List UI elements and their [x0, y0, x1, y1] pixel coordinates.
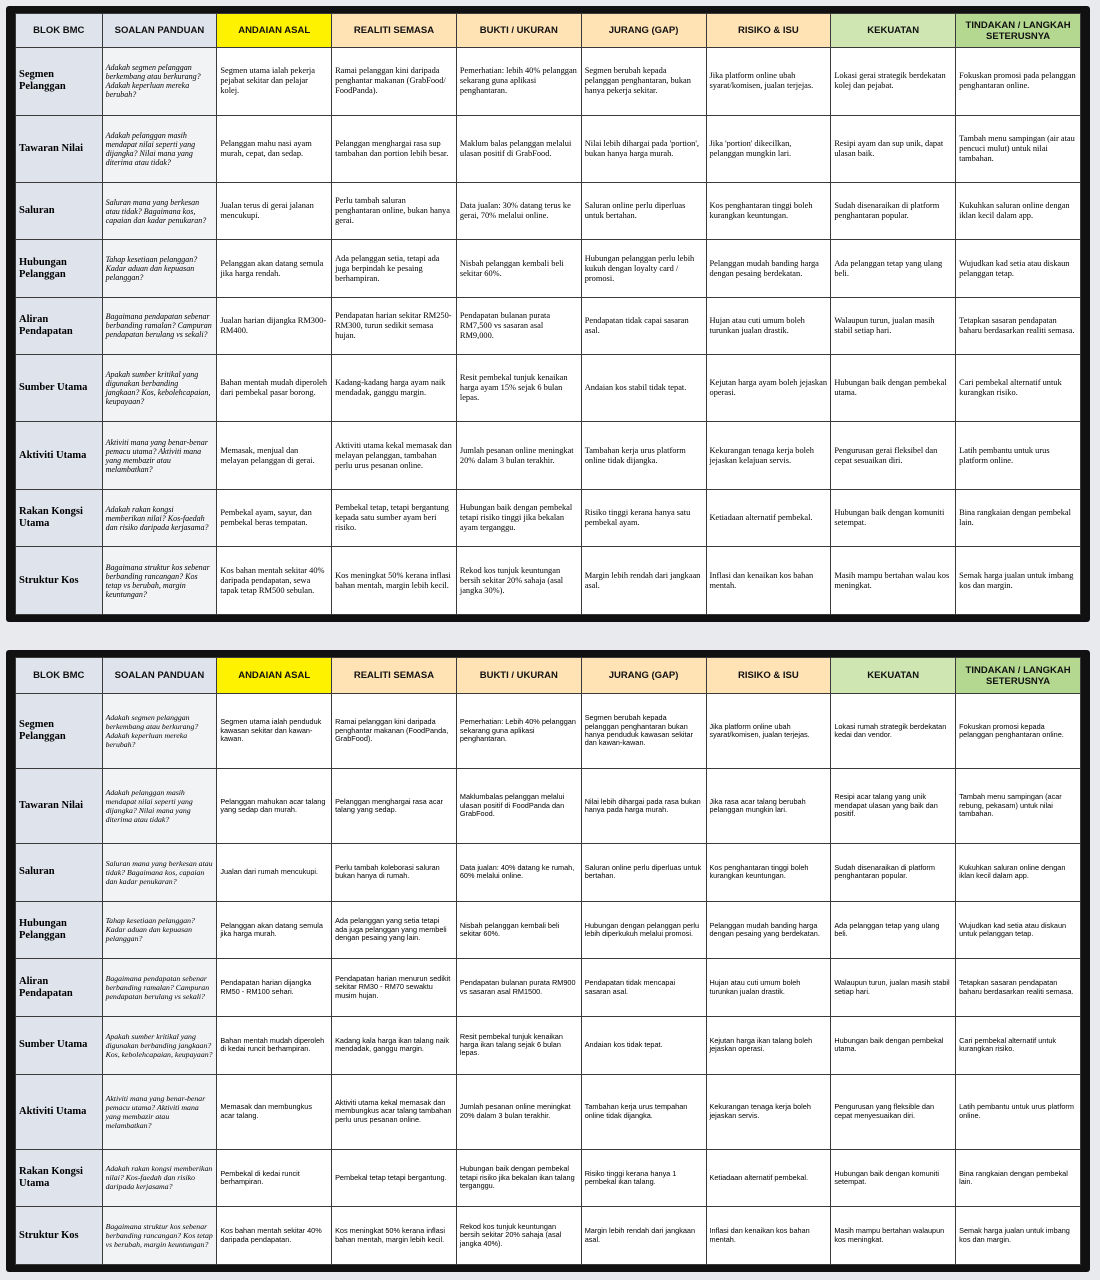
realiti-semasa-cell: Ada pelanggan setia, tetapi ada juga berpindah ke pesaing berhampiran.	[332, 240, 457, 297]
risiko-isu-cell: Inflasi dan kenaikan kos bahan mentah.	[706, 547, 831, 615]
kekuatan-cell: Sudah disenaraikan di platform penghantaran popular.	[831, 843, 956, 901]
header-soalan-panduan: SOALAN PANDUAN	[102, 658, 217, 694]
bukti-ukuran-cell: Maklumbalas pelanggan melalui ulasan positif di FoodPanda dan GrabFood.	[456, 768, 581, 843]
table-row	[16, 48, 1081, 116]
bukti-ukuran-cell: Pemerhatian: Lebih 40% pelanggan sekarang guna aplikasi penghantaran.	[456, 694, 581, 769]
guide-question-cell: Aktiviti mana yang benar-benar pemacu utama? Aktiviti mana yang membazir atau melambatkan?	[102, 1074, 217, 1149]
andaian-asal-cell: Pelanggan akan datang semula jika harga rendah.	[217, 240, 332, 297]
andaian-asal-cell: Pembekal ayam, sayur, dan pembekal beras tempatan.	[217, 490, 332, 547]
table-row	[16, 768, 1081, 843]
table-header-row	[16, 14, 1081, 48]
header-tindakan: TINDAKAN / LANGKAH SETERUSNYA	[956, 14, 1081, 48]
realiti-semasa-cell: Perlu tambah koleborasi saluran bukan hanya di rumah.	[332, 843, 457, 901]
realiti-semasa-cell: Ada pelanggan yang setia tetapi ada juga pelanggan yang membeli dengan pesaing yang lain.	[332, 901, 457, 959]
andaian-asal-cell: Kos bahan mentah sekitar 40% daripada pendapatan, sewa tapak tetap RM500 sebulan.	[217, 547, 332, 615]
tindakan-cell: Bina rangkaian dengan pembekal lain.	[956, 1149, 1081, 1207]
guide-question-cell: Apakah sumber kritikal yang digunakan berbanding jangkaan? Kos, kebolehcapaian, keupayaan?	[102, 354, 217, 422]
header-risiko-isu: RISIKO & ISU	[706, 14, 831, 48]
bmc-block-cell: Aktiviti Utama	[16, 422, 103, 490]
tindakan-cell: Fokuskan promosi kepada pelanggan penghantaran online.	[956, 694, 1081, 769]
bukti-ukuran-cell: Data jualan: 40% datang ke rumah, 60% melalui online.	[456, 843, 581, 901]
risiko-isu-cell: Kekurangan tenaga kerja boleh jejaskan servis.	[706, 1074, 831, 1149]
guide-question-cell: Bagaimana pendapatan sebenar berbanding ramalan? Campuran pendapatan berulang vs sekali?	[102, 297, 217, 354]
andaian-asal-cell: Memasak, menjual dan melayan pelanggan di gerai.	[217, 422, 332, 490]
realiti-semasa-cell: Pelanggan menghargai rasa sup tambahan dan portion lebih besar.	[332, 115, 457, 183]
risiko-isu-cell: Hujan atau cuti umum boleh turunkan jualan drastik.	[706, 297, 831, 354]
realiti-semasa-cell: Pembekal tetap, tetapi bergantung kepada satu sumber ayam beri risiko.	[332, 490, 457, 547]
risiko-isu-cell: Inflasi dan kenaikan kos bahan mentah.	[706, 1207, 831, 1265]
bmc-block-cell: Hubungan Pelanggan	[16, 901, 103, 959]
table-row	[16, 354, 1081, 422]
realiti-semasa-cell: Ramai pelanggan kini daripada penghantar makanan (GrabFood/ FoodPanda).	[332, 48, 457, 116]
header-kekuatan: KEKUATAN	[831, 14, 956, 48]
bukti-ukuran-cell: Rekod kos tunjuk keuntungan bersih sekitar 20% sahaja (asal jangka 40%).	[456, 1207, 581, 1265]
jurang-gap-cell: Nilai lebih dihargai pada 'portion', bukan hanya harga murah.	[581, 115, 706, 183]
bmc-block-cell: Saluran	[16, 843, 103, 901]
bmc-block-cell: Struktur Kos	[16, 1207, 103, 1265]
kekuatan-cell: Resipi acar talang yang unik mendapat ulasan yang baik dan positif.	[831, 768, 956, 843]
risiko-isu-cell: Jika 'portion' dikecilkan, pelanggan mungkin lari.	[706, 115, 831, 183]
risiko-isu-cell: Kejutan harga ikan talang boleh jejaskan operasi.	[706, 1016, 831, 1074]
header-andaian-asal: ANDAIAN ASAL	[217, 14, 332, 48]
bukti-ukuran-cell: Resit pembekal tunjuk kenaikan harga ikan talang sejak 6 bulan lepas.	[456, 1016, 581, 1074]
andaian-asal-cell: Memasak dan membungkus acar talang.	[217, 1074, 332, 1149]
table-header-row	[16, 658, 1081, 694]
andaian-asal-cell: Jualan terus di gerai jalanan mencukupi.	[217, 183, 332, 240]
bmc-block-cell: Segmen Pelanggan	[16, 48, 103, 116]
guide-question-cell: Apakah sumber kritikal yang digunakan berbanding jangkaan? Kos, kebolehcapaian, keupayaan?	[102, 1016, 217, 1074]
jurang-gap-cell: Saluran online perlu diperluas untuk bertahan.	[581, 183, 706, 240]
jurang-gap-cell: Pendapatan tidak capai sasaran asal.	[581, 297, 706, 354]
bukti-ukuran-cell: Data jualan: 30% datang terus ke gerai, 70% melalui online.	[456, 183, 581, 240]
andaian-asal-cell: Bahan mentah mudah diperoleh di kedai runcit berhampiran.	[217, 1016, 332, 1074]
risiko-isu-cell: Ketiadaan alternatif pembekal.	[706, 1149, 831, 1207]
bukti-ukuran-cell: Resit pembekal tunjuk kenaikan harga ayam 15% sejak 6 bulan lepas.	[456, 354, 581, 422]
table-row	[16, 240, 1081, 297]
kekuatan-cell: Pengurusan gerai fleksibel dan cepat sesuaikan diri.	[831, 422, 956, 490]
kekuatan-cell: Pengurusan yang fleksible dan cepat menyesuaikan diri.	[831, 1074, 956, 1149]
kekuatan-cell: Walaupun turun, jualan masih stabil setiap hari.	[831, 959, 956, 1017]
jurang-gap-cell: Andaian kos stabil tidak tepat.	[581, 354, 706, 422]
header-realiti-semasa: REALITI SEMASA	[332, 658, 457, 694]
header-jurang-gap: JURANG (GAP)	[581, 14, 706, 48]
header-bukti-ukuran: BUKTI / UKURAN	[456, 658, 581, 694]
risiko-isu-cell: Pelanggan mudah banding harga dengan pesaing yang berdekatan.	[706, 901, 831, 959]
risiko-isu-cell: Jika platform online ubah syarat/komisen, jualan terjejas.	[706, 694, 831, 769]
table-row	[16, 959, 1081, 1017]
table-row	[16, 1074, 1081, 1149]
bmc-block-cell: Tawaran Nilai	[16, 115, 103, 183]
bukti-ukuran-cell: Pemerhatian: lebih 40% pelanggan sekarang guna aplikasi penghantaran.	[456, 48, 581, 116]
jurang-gap-cell: Nilai lebih dihargai pada rasa bukan hanya pada harga murah.	[581, 768, 706, 843]
table-row	[16, 1149, 1081, 1207]
jurang-gap-cell: Risiko tinggi kerana hanya satu pembekal ayam.	[581, 490, 706, 547]
table-row	[16, 1016, 1081, 1074]
kekuatan-cell: Hubungan baik dengan pembekal utama.	[831, 1016, 956, 1074]
tindakan-cell: Bina rangkaian dengan pembekal lain.	[956, 490, 1081, 547]
bmc-table-panel-2	[6, 650, 1090, 1272]
andaian-asal-cell: Segmen utama ialah pekerja pejabat sekitar dan pelajar kolej.	[217, 48, 332, 116]
guide-question-cell: Adakah rakan kongsi memberikan nilai? Kos-faedah dan risiko daripada kerjasama?	[102, 490, 217, 547]
kekuatan-cell: Ada pelanggan tetap yang ulang beli.	[831, 901, 956, 959]
bmc-block-cell: Tawaran Nilai	[16, 768, 103, 843]
jurang-gap-cell: Hubungan pelanggan perlu lebih kukuh dengan loyalty card / promosi.	[581, 240, 706, 297]
guide-question-cell: Adakah pelanggan masih mendapat nilai seperti yang dijangka? Nilai mana yang diterima atau tidak?	[102, 115, 217, 183]
realiti-semasa-cell: Pembekal tetap tetapi bergantung.	[332, 1149, 457, 1207]
risiko-isu-cell: Kejutan harga ayam boleh jejaskan operasi.	[706, 354, 831, 422]
jurang-gap-cell: Margin lebih rendah dari jangkaan asal.	[581, 1207, 706, 1265]
bmc-block-cell: Aliran Pendapatan	[16, 297, 103, 354]
header-soalan-panduan: SOALAN PANDUAN	[102, 14, 217, 48]
kekuatan-cell: Sudah disenaraikan di platform penghantaran popular.	[831, 183, 956, 240]
guide-question-cell: Saluran mana yang berkesan atau tidak? Bagaimana kos, capaian dan kadar penukaran?	[102, 843, 217, 901]
tindakan-cell: Semak harga jualan untuk imbang kos dan margin.	[956, 547, 1081, 615]
andaian-asal-cell: Pembekal di kedai runcit berhampiran.	[217, 1149, 332, 1207]
bmc-block-cell: Segmen Pelanggan	[16, 694, 103, 769]
andaian-asal-cell: Bahan mentah mudah diperoleh dari pembekal pasar borong.	[217, 354, 332, 422]
header-bukti-ukuran: BUKTI / UKURAN	[456, 14, 581, 48]
bukti-ukuran-cell: Jumlah pesanan online meningkat 20% dalam 3 bulan terakhir.	[456, 1074, 581, 1149]
tindakan-cell: Tetapkan sasaran pendapatan baharu berdasarkan realiti semasa.	[956, 959, 1081, 1017]
jurang-gap-cell: Hubungan dengan pelanggan perlu lebih diperkukuh melalui promosi.	[581, 901, 706, 959]
kekuatan-cell: Masih mampu bertahan walau kos meningkat.	[831, 547, 956, 615]
andaian-asal-cell: Jualan dari rumah mencukupi.	[217, 843, 332, 901]
bmc-sheet-2	[15, 657, 1081, 1265]
tindakan-cell: Cari pembekal alternatif untuk kurangkan risiko.	[956, 354, 1081, 422]
jurang-gap-cell: Tambahan kerja urus platform online tidak dijangka.	[581, 422, 706, 490]
bmc-block-cell: Saluran	[16, 183, 103, 240]
table-row	[16, 183, 1081, 240]
bukti-ukuran-cell: Jumlah pesanan online meningkat 20% dalam 3 bulan terakhir.	[456, 422, 581, 490]
realiti-semasa-cell: Pendapatan harian menurun sedikit sekitar RM30 - RM70 sewaktu musim hujan.	[332, 959, 457, 1017]
bukti-ukuran-cell: Hubungan baik dengan pembekal tetapi risiko jika bekalan ikan talang terganggu.	[456, 1149, 581, 1207]
risiko-isu-cell: Ketiadaan alternatif pembekal.	[706, 490, 831, 547]
risiko-isu-cell: Hujan atau cuti umum boleh turunkan jualan drastik.	[706, 959, 831, 1017]
kekuatan-cell: Hubungan baik dengan komuniti setempat.	[831, 490, 956, 547]
bukti-ukuran-cell: Pendapatan bulanan purata RM900 vs sasaran asal RM1500.	[456, 959, 581, 1017]
tindakan-cell: Latih pembantu untuk urus platform online.	[956, 422, 1081, 490]
kekuatan-cell: Lokasi gerai strategik berdekatan kolej dan pejabat.	[831, 48, 956, 116]
guide-question-cell: Aktiviti mana yang benar-benar pemacu utama? Aktiviti mana yang membazir atau melambatkan?	[102, 422, 217, 490]
header-realiti-semasa: REALITI SEMASA	[332, 14, 457, 48]
realiti-semasa-cell: Kos meningkat 50% kerana inflasi bahan mentah, margin lebih kecil.	[332, 547, 457, 615]
guide-question-cell: Adakah pelanggan masih mendapat nilai seperti yang dijangka? Nilai mana yang diterima atau tidak?	[102, 768, 217, 843]
realiti-semasa-cell: Perlu tambah saluran penghantaran online, bukan hanya gerai.	[332, 183, 457, 240]
bmc-block-cell: Struktur Kos	[16, 547, 103, 615]
bukti-ukuran-cell: Nisbah pelanggan kembali beli sekitar 60%.	[456, 901, 581, 959]
risiko-isu-cell: Kekurangan tenaga kerja boleh jejaskan kelajuan servis.	[706, 422, 831, 490]
jurang-gap-cell: Tambahan kerja urus tempahan online tidak dijangka.	[581, 1074, 706, 1149]
bmc-block-cell: Sumber Utama	[16, 354, 103, 422]
risiko-isu-cell: Pelanggan mudah banding harga dengan pesaing berdekatan.	[706, 240, 831, 297]
realiti-semasa-cell: Pendapatan harian sekitar RM250-RM300, turun sedikit semasa hujan.	[332, 297, 457, 354]
jurang-gap-cell: Andaian kos tidak tepat.	[581, 1016, 706, 1074]
header-kekuatan: KEKUATAN	[831, 658, 956, 694]
bmc-table-panel-1	[6, 6, 1090, 622]
risiko-isu-cell: Kos penghantaran tinggi boleh kurangkan keuntungan.	[706, 183, 831, 240]
guide-question-cell: Tahap kesetiaan pelanggan? Kadar aduan dan kepuasan pelanggan?	[102, 240, 217, 297]
kekuatan-cell: Lokasi rumah strategik berdekatan kedai dan vendor.	[831, 694, 956, 769]
table-row	[16, 490, 1081, 547]
header-andaian-asal: ANDAIAN ASAL	[217, 658, 332, 694]
andaian-asal-cell: Pendapatan harian dijangka RM50 - RM100 sehari.	[217, 959, 332, 1017]
bmc-analysis-table-1	[15, 13, 1081, 615]
bmc-block-cell: Rakan Kongsi Utama	[16, 1149, 103, 1207]
table-row	[16, 843, 1081, 901]
guide-question-cell: Bagaimana struktur kos sebenar berbanding rancangan? Kos tetap vs berubah, margin keuntungan?	[102, 1207, 217, 1265]
tindakan-cell: Kukuhkan saluran online dengan iklan kecil dalam app.	[956, 183, 1081, 240]
tindakan-cell: Tambah menu sampingan (air atau pencuci mulut) untuk nilai tambahan.	[956, 115, 1081, 183]
jurang-gap-cell: Risiko tinggi kerana hanya 1 pembekal ikan talang.	[581, 1149, 706, 1207]
tindakan-cell: Latih pembantu untuk urus platform online.	[956, 1074, 1081, 1149]
bmc-block-cell: Hubungan Pelanggan	[16, 240, 103, 297]
andaian-asal-cell: Kos bahan mentah sekitar 40% daripada pendapatan.	[217, 1207, 332, 1265]
table-row	[16, 422, 1081, 490]
guide-question-cell: Adakah segmen pelanggan berkembang atau berkurang? Adakah keperluan mereka berubah?	[102, 694, 217, 769]
guide-question-cell: Adakah segmen pelanggan berkembang atau berkurang? Adakah keperluan mereka berubah?	[102, 48, 217, 116]
risiko-isu-cell: Jika rasa acar talang berubah pelanggan mungkin lari.	[706, 768, 831, 843]
kekuatan-cell: Resipi ayam dan sup unik, dapat ulasan baik.	[831, 115, 956, 183]
table-row	[16, 901, 1081, 959]
realiti-semasa-cell: Ramai pelanggan kini daripada penghantar makanan (FoodPanda, GrabFood).	[332, 694, 457, 769]
bmc-block-cell: Sumber Utama	[16, 1016, 103, 1074]
risiko-isu-cell: Jika platform online ubah syarat/komisen, jualan terjejas.	[706, 48, 831, 116]
header-jurang-gap: JURANG (GAP)	[581, 658, 706, 694]
jurang-gap-cell: Pendapatan tidak mencapai sasaran asal.	[581, 959, 706, 1017]
tindakan-cell: Tambah menu sampingan (acar rebung, pekasam) untuk nilai tambahan.	[956, 768, 1081, 843]
jurang-gap-cell: Saluran online perlu diperluas untuk bertahan.	[581, 843, 706, 901]
andaian-asal-cell: Jualan harian dijangka RM300-RM400.	[217, 297, 332, 354]
kekuatan-cell: Hubungan baik dengan komuniti setempat.	[831, 1149, 956, 1207]
bukti-ukuran-cell: Rekod kos tunjuk keuntungan bersih sekitar 20% sahaja (asal jangka 30%).	[456, 547, 581, 615]
kekuatan-cell: Masih mampu bertahan walaupun kos meningkat.	[831, 1207, 956, 1265]
bukti-ukuran-cell: Hubungan baik dengan pembekal tetapi risiko tinggi jika bekalan ayam terganggu.	[456, 490, 581, 547]
realiti-semasa-cell: Aktiviti utama kekal memasak dan membungkus acar talang tambahan perlu urus pesanan online.	[332, 1074, 457, 1149]
bukti-ukuran-cell: Nisbah pelanggan kembali beli sekitar 60%.	[456, 240, 581, 297]
bmc-block-cell: Rakan Kongsi Utama	[16, 490, 103, 547]
bmc-analysis-table-2	[15, 657, 1081, 1265]
guide-question-cell: Bagaimana pendapatan sebenar berbanding ramalan? Campuran pendapatan berulang vs sekali?	[102, 959, 217, 1017]
bukti-ukuran-cell: Maklum balas pelanggan melalui ulasan positif di GrabFood.	[456, 115, 581, 183]
table-row	[16, 115, 1081, 183]
realiti-semasa-cell: Kos meningkat 50% kerana inflasi bahan mentah, margin lebih kecil.	[332, 1207, 457, 1265]
tindakan-cell: Wujudkan kad setia atau diskaun pelanggan tetap.	[956, 240, 1081, 297]
table-row	[16, 694, 1081, 769]
risiko-isu-cell: Kos penghantaran tinggi boleh kurangkan keuntungan.	[706, 843, 831, 901]
tindakan-cell: Semak harga jualan untuk imbang kos dan margin.	[956, 1207, 1081, 1265]
andaian-asal-cell: Pelanggan mahu nasi ayam murah, cepat, dan sedap.	[217, 115, 332, 183]
guide-question-cell: Tahap kesetiaan pelanggan? Kadar aduan dan kepuasan pelanggan?	[102, 901, 217, 959]
andaian-asal-cell: Pelanggan mahukan acar talang yang sedap dan murah.	[217, 768, 332, 843]
tindakan-cell: Wujudkan kad setia atau diskaun untuk pelanggan tetap.	[956, 901, 1081, 959]
bmc-block-cell: Aktiviti Utama	[16, 1074, 103, 1149]
realiti-semasa-cell: Kadang-kadang harga ayam naik mendadak, ganggu margin.	[332, 354, 457, 422]
andaian-asal-cell: Pelanggan akan datang semula jika harga murah.	[217, 901, 332, 959]
jurang-gap-cell: Segmen berubah kepada pelanggan penghantaran, bukan hanya pekerja sekitar.	[581, 48, 706, 116]
kekuatan-cell: Walaupun turun, jualan masih stabil setiap hari.	[831, 297, 956, 354]
tindakan-cell: Tetapkan sasaran pendapatan baharu berdasarkan realiti semasa.	[956, 297, 1081, 354]
bmc-block-cell: Aliran Pendapatan	[16, 959, 103, 1017]
guide-question-cell: Saluran mana yang berkesan atau tidak? Bagaimana kos, capaian dan kadar penukaran?	[102, 183, 217, 240]
tindakan-cell: Kukuhkan saluran online dengan iklan kecil dalam app.	[956, 843, 1081, 901]
bukti-ukuran-cell: Pendapatan bulanan purata RM7,500 vs sasaran asal RM9,000.	[456, 297, 581, 354]
jurang-gap-cell: Segmen berubah kepada pelanggan penghantaran bukan hanya penduduk kawasan sekitar dan kawan-kawan.	[581, 694, 706, 769]
guide-question-cell: Adakah rakan kongsi memberikan nilai? Kos-faedah dan risiko daripada kerjasama?	[102, 1149, 217, 1207]
realiti-semasa-cell: Aktiviti utama kekal memasak dan melayan pelanggan, tambahan perlu urus pesanan online.	[332, 422, 457, 490]
header-blok-bmc: BLOK BMC	[16, 14, 103, 48]
tindakan-cell: Cari pembekal alternatif untuk kurangkan risiko.	[956, 1016, 1081, 1074]
realiti-semasa-cell: Kadang kala harga ikan talang naik mendadak, ganggu margin.	[332, 1016, 457, 1074]
header-risiko-isu: RISIKO & ISU	[706, 658, 831, 694]
header-blok-bmc: BLOK BMC	[16, 658, 103, 694]
table-row	[16, 1207, 1081, 1265]
table-row	[16, 547, 1081, 615]
bmc-sheet-1	[15, 13, 1081, 615]
kekuatan-cell: Ada pelanggan tetap yang ulang beli.	[831, 240, 956, 297]
jurang-gap-cell: Margin lebih rendah dari jangkaan asal.	[581, 547, 706, 615]
kekuatan-cell: Hubungan baik dengan pembekal utama.	[831, 354, 956, 422]
tindakan-cell: Fokuskan promosi pada pelanggan penghantaran online.	[956, 48, 1081, 116]
andaian-asal-cell: Segmen utama ialah penduduk kawasan sekitar dan kawan-kawan.	[217, 694, 332, 769]
guide-question-cell: Bagaimana struktur kos sebenar berbanding rancangan? Kos tetap vs berubah, margin keuntungan?	[102, 547, 217, 615]
header-tindakan: TINDAKAN / LANGKAH SETERUSNYA	[956, 658, 1081, 694]
realiti-semasa-cell: Pelanggan menghargai rasa acar talang yang sedap.	[332, 768, 457, 843]
table-row	[16, 297, 1081, 354]
